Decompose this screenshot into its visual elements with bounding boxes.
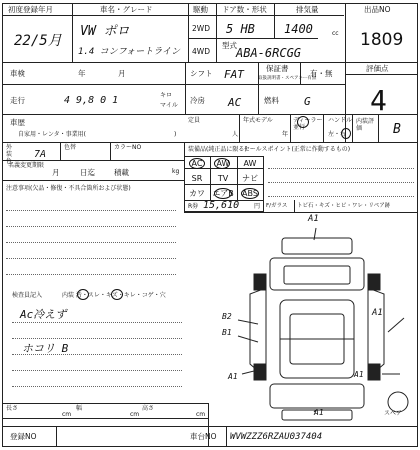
score-value: 4	[370, 84, 387, 117]
equip-tv: TV	[217, 174, 229, 183]
mile-label: マイル	[160, 102, 178, 109]
inspection-year: 年	[78, 69, 86, 78]
shift-value: FAT	[224, 68, 244, 81]
inspector-note-1: Ac冷えず	[20, 308, 67, 321]
change-day: 日迄	[80, 168, 95, 177]
lot-label: 出品NO	[364, 5, 391, 14]
inspection-month: 月	[118, 69, 126, 78]
score-label: 評価点	[366, 64, 389, 73]
history-label: 車歴	[10, 118, 25, 127]
reg-no-label: 登録NO	[10, 432, 37, 441]
exterior-label: 外装色	[6, 144, 13, 165]
equip-leather: カワ	[189, 189, 205, 198]
first-reg-value: 22/5月	[14, 33, 62, 49]
model-year-label: 年式モデル	[243, 117, 273, 124]
grade-value: 1.4 コンフォートライン	[78, 47, 180, 57]
notes-label: 注意事項(欠品・修復・不具合箇所および状態)	[6, 185, 131, 192]
equip-aw-1: AW	[216, 159, 230, 168]
height-unit: cm	[196, 411, 206, 418]
interior-value: B	[393, 122, 401, 137]
warranty-sub: 取扱説明書・スペアキー有無	[258, 76, 317, 81]
mileage-label: 走行	[10, 96, 25, 105]
equip-navi: ナビ	[242, 174, 258, 183]
change-month: 月	[52, 168, 60, 177]
spare-label: スペア	[384, 410, 403, 417]
displacement-label: 排気量	[296, 5, 319, 14]
glass-label: F/ガラス	[266, 203, 288, 209]
color-no-label: カラーNO	[114, 144, 142, 151]
mark-left-upper-1: B2	[222, 312, 232, 321]
model-value: ABA-6RCGG	[236, 46, 302, 60]
equipment-title: 装備品(純正品に限る)	[188, 146, 247, 153]
mark-left-lower: A1	[228, 372, 238, 381]
door-label: ドア数・形状	[222, 5, 267, 14]
load-unit: kg	[172, 168, 180, 175]
chassis-label: 車台NO	[190, 432, 217, 441]
sales-point-title: セールスポイント(正常に作動するもの)	[244, 146, 351, 153]
length-label: 長さ	[6, 405, 19, 412]
door-value: 5 HB	[226, 22, 255, 36]
km-label: キロ	[160, 92, 173, 99]
drive-4wd: 4WD	[192, 47, 210, 56]
height-label: 高さ	[142, 405, 155, 412]
delivery-label: ディーラー並行	[293, 117, 323, 131]
handle-label: ハンドル	[328, 117, 353, 124]
mark-top: A1	[308, 214, 319, 224]
equip-aw-2: AW	[243, 159, 257, 168]
inspector-label: 検査員記入	[12, 292, 43, 299]
ac-label: 冷房	[190, 96, 205, 105]
warranty-choice: 有・無	[310, 69, 333, 78]
shift-label: シフト	[190, 69, 213, 78]
capacity-unit: 人	[232, 131, 239, 138]
capacity-label: 定員	[188, 117, 201, 124]
equip-abs-circle	[241, 188, 259, 199]
ac-value: AC	[228, 96, 242, 109]
equip-airbag-circle	[214, 188, 232, 199]
mileage-value: 4 9,8 0 1	[64, 95, 119, 106]
mark-left-upper-2: B1	[222, 328, 232, 337]
change-label: 名義変更期限	[8, 162, 45, 169]
mark-right-lower: A1	[354, 370, 364, 379]
equip-ac: AC	[191, 159, 203, 168]
width-label: 幅	[76, 405, 83, 412]
mark-bottom: A1	[314, 408, 324, 417]
recycle-label: R券	[188, 203, 199, 210]
history-options: 自家用・レンタ・事業用(	[18, 131, 86, 138]
model-label: 型式	[222, 41, 237, 50]
warranty-label: 保証書	[266, 64, 289, 73]
handle-value: 左・右	[328, 131, 347, 138]
inspector-note-2: ホコリ B	[22, 342, 69, 355]
lot-value: 1809	[360, 30, 404, 50]
fuel-label: 燃料	[264, 96, 279, 105]
first-reg-label: 初度登録年月	[8, 5, 53, 14]
fuel-value: G	[304, 95, 311, 108]
chip-label: トビ石・キズ・ヒビ・ワレ・リペア跡	[297, 203, 391, 209]
delivery-circle	[297, 116, 309, 128]
equip-airbag: エアB	[212, 189, 234, 198]
displacement-unit: cc	[332, 30, 339, 37]
inspection-label: 車検	[10, 69, 25, 78]
color-label: 色替	[64, 144, 77, 151]
equip-sr: SR	[191, 174, 203, 183]
drive-2wd: 2WD	[192, 24, 210, 33]
mark-right-upper: A1	[372, 308, 383, 318]
load-label: 積載	[114, 168, 129, 177]
inspector-options: 内装 汚・スレ・キズ・キレ・コゲ・穴	[62, 292, 166, 299]
recycle-unit: 円	[254, 203, 261, 210]
exterior-value: 7A	[34, 149, 47, 160]
inspector-circle-2	[111, 289, 123, 300]
length-unit: cm	[62, 411, 72, 418]
recycle-value: 15,610	[203, 200, 240, 211]
drive-label: 駆動	[193, 5, 208, 14]
equip-ac-circle	[189, 158, 205, 169]
equip-aw-circle	[214, 158, 230, 169]
handle-circle	[341, 128, 351, 139]
chassis-value: WVWZZZ6RZAU037404	[230, 432, 323, 442]
history-close: )	[174, 131, 177, 138]
car-name-label: 車名・グレード	[100, 5, 153, 14]
inspector-circle	[77, 289, 89, 300]
width-unit: cm	[130, 411, 140, 418]
equip-abs: ABS	[242, 189, 258, 198]
displacement-value: 1400	[284, 22, 313, 36]
interior-label: 内装評価	[356, 118, 375, 132]
model-year-unit: 年	[282, 131, 289, 138]
car-name-value: VW ポロ	[80, 24, 130, 39]
car-damage-diagram	[210, 214, 420, 424]
